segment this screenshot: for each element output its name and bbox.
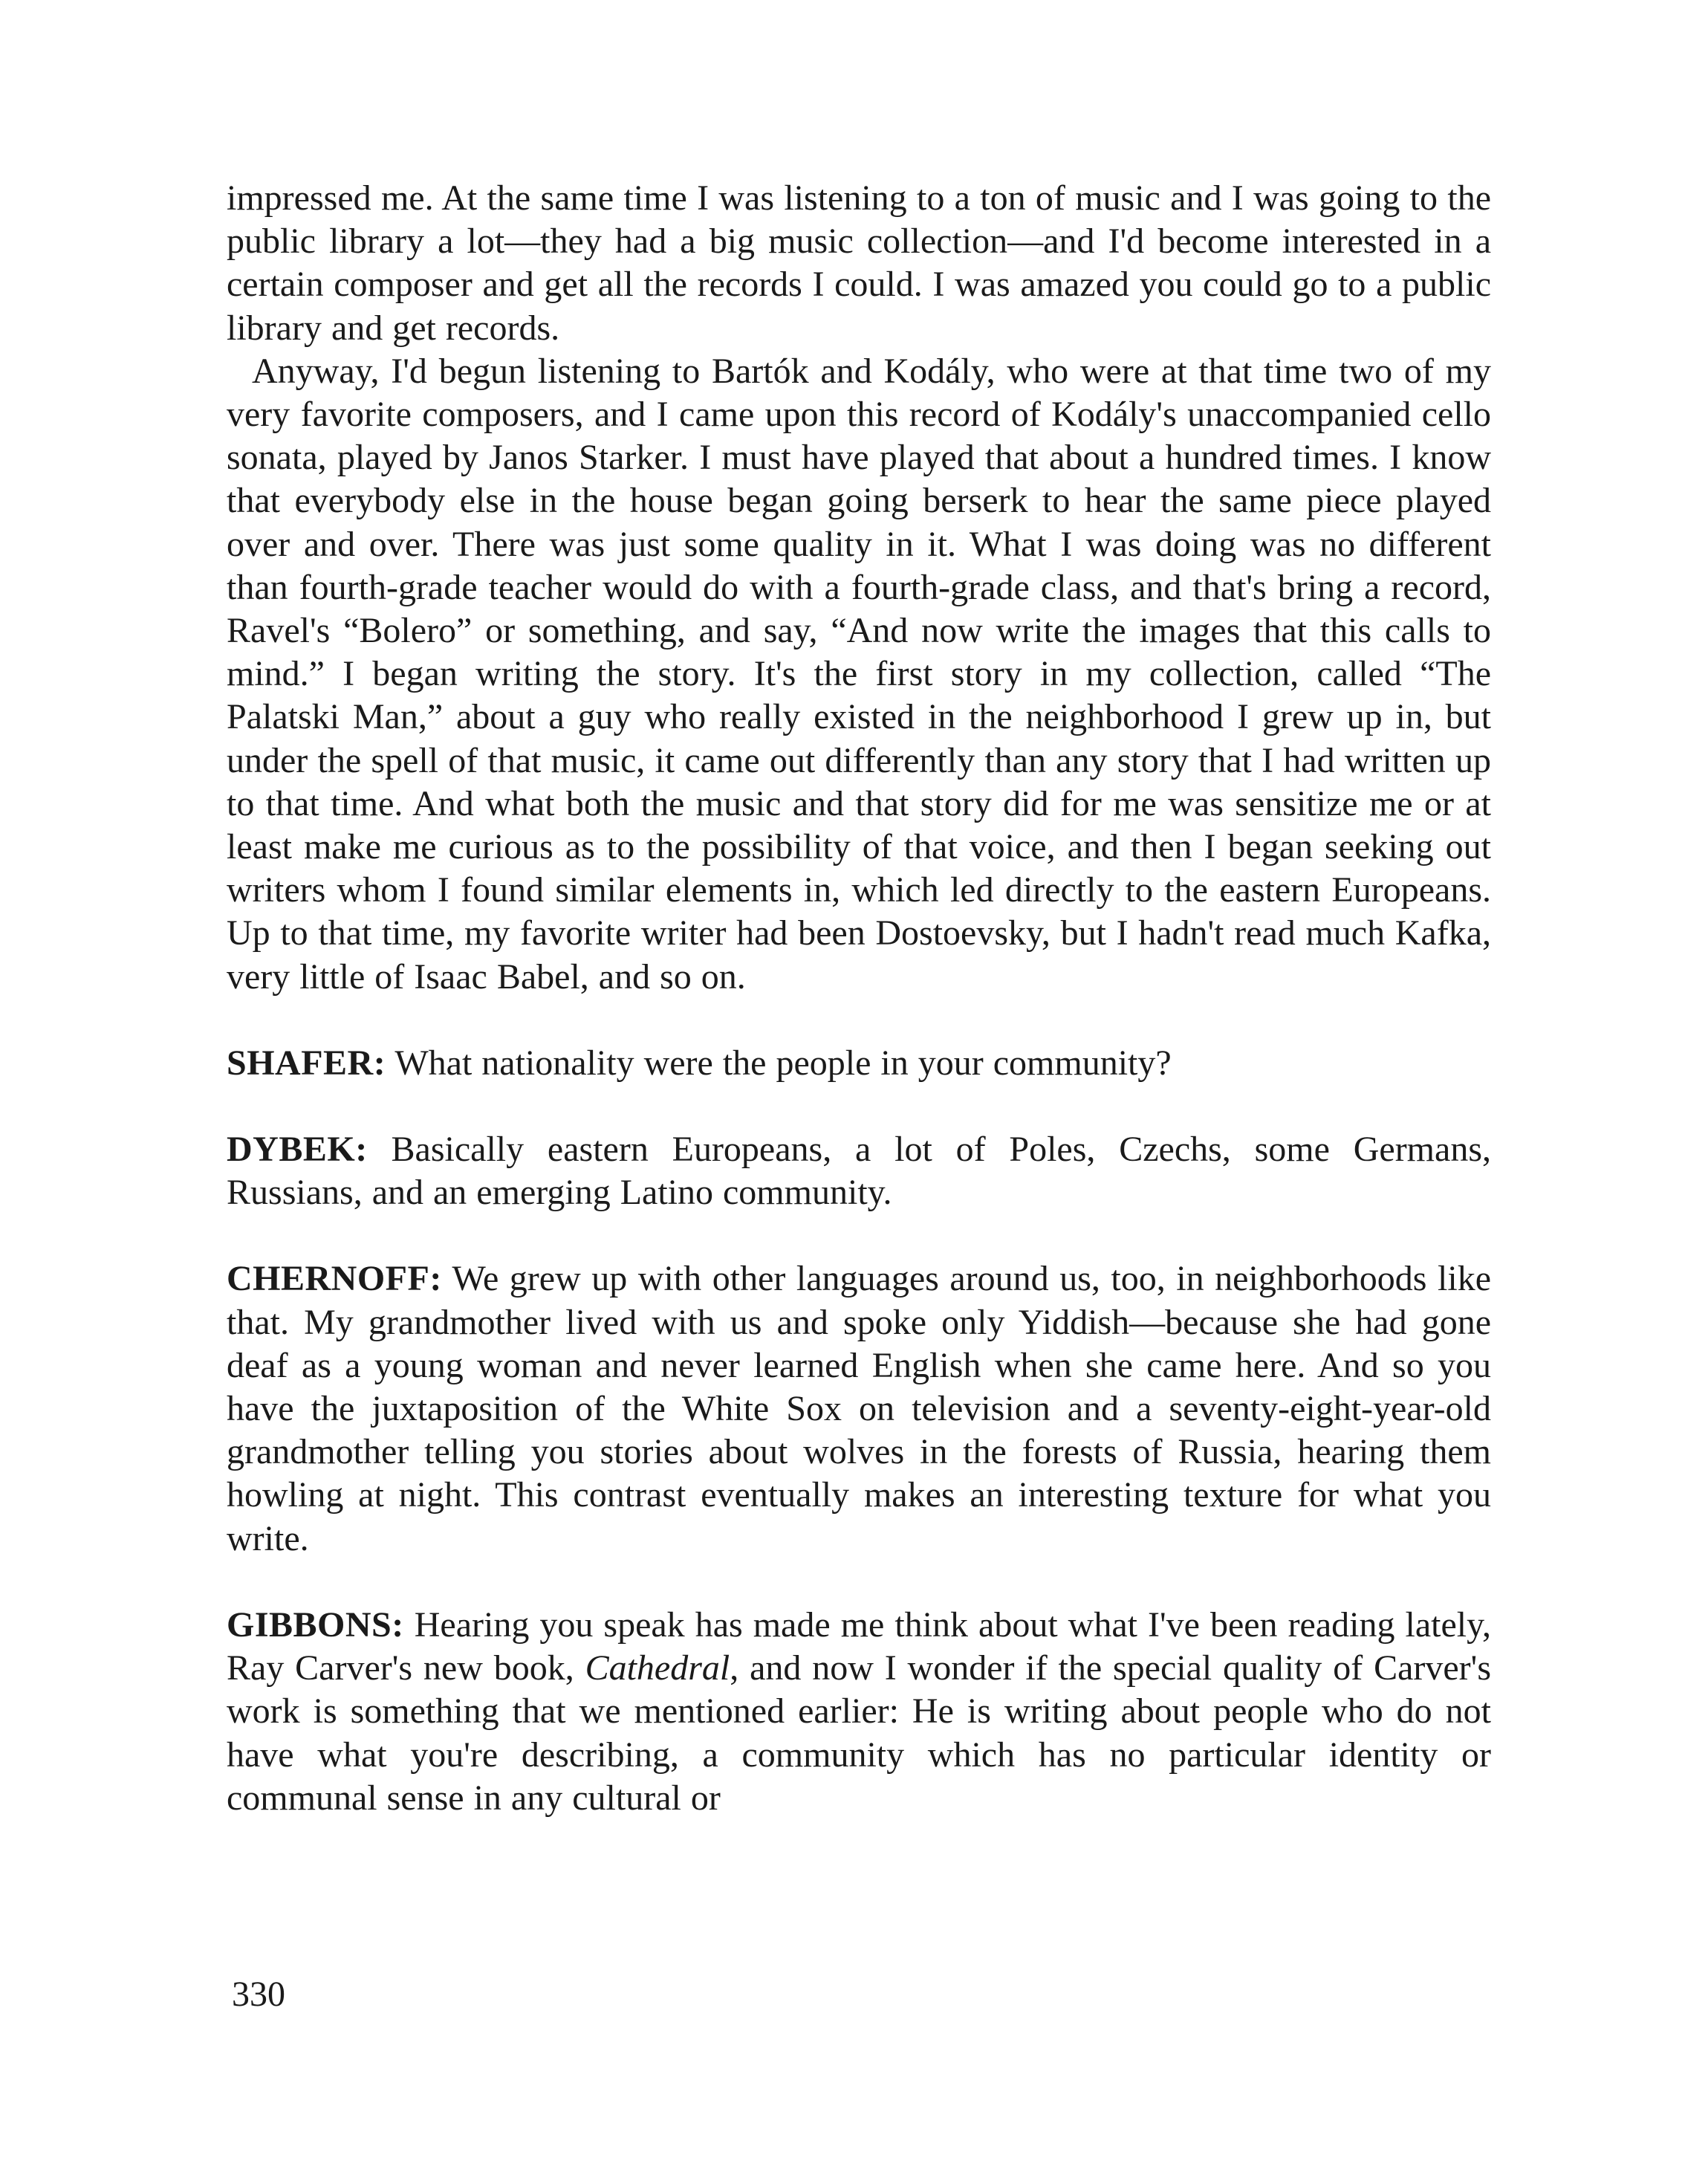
speaker-text: Basically eastern Europeans, a lot of Poles, Czechs, some Germans, Russians, and an emerging Latino community.: [227, 1130, 1492, 1213]
speaker-name: SHAFER:: [227, 1043, 386, 1083]
speaker-name: DYBEK:: [227, 1130, 368, 1170]
exchange-gibbons: [227, 1604, 1491, 1820]
book-title: Cathedral: [585, 1648, 730, 1688]
exchange-dybek: [227, 1128, 1491, 1214]
page-number: 330: [232, 1975, 285, 2014]
body-paragraph: Anyway, I'd begun listening to Bartók and Kodály, who were at that time two of my very favorite composers, and I came upon this record of Kodály's unaccompanied cello sonata, played by Janos Starker. I must have played that about a hundred times. I know that everybody else in the house began going berserk to hear the same piece played over and over. There was just some quality in it. What I was doing was no different than fourth-grade teacher would do with a fourth-grade class, and that's bring a record, Ravel's “Bolero” or something, and say, “And now write the images that this calls to mind.” I began writing the story. It's the first story in my collection, called “The Palatski Man,” about a guy who really existed in the neighborhood I grew up in, but under the spell of that music, it came out differently than any story that I had written up to that time. And what both the music and that story did for me was sensitize me or at least make me curious as to the possibility of that voice, and then I began seeking out writers whom I found similar elements in, which led directly to the eastern Europeans. Up to that time, my favorite writer had been Dostoevsky, but I hadn't read much Kafka, very little of Isaac Babel, and so on.: [227, 351, 1491, 997]
continuation-paragraph: impressed me. At the same time I was listening to a ton of music and I was going to the public library a lot—they had a big music collection—and I'd become interested in a certain composer and get all the records I could. I was amazed you could go to a public library and get records.: [227, 178, 1491, 348]
exchange-shafer: [227, 1042, 1491, 1085]
speaker-name: GIBBONS:: [227, 1604, 404, 1645]
speaker-text: What nationality were the people in your community?: [394, 1043, 1172, 1083]
speaker-text-continued: , and now I wonder if the special quality of Carver's work is something that we mentioned earlier: He is writing about people who do not have what you're describing, a community which has no particular identity or communal sense in any cultural or: [227, 1648, 1491, 1818]
speaker-name: CHERNOFF:: [227, 1259, 442, 1299]
page-body: [227, 177, 1491, 1820]
speaker-text: Hearing you speak has made me think about what I've been reading lately, Ray Carver's new book,: [227, 1604, 1492, 1688]
exchange-chernoff: [227, 1257, 1491, 1560]
speaker-text: We grew up with other languages around us, too, in neighborhoods like that. My grandmother lived with us and spoke only Yiddish—because she had gone deaf as a young woman and never learned English when she came here. And so you have the juxtaposition of the White Sox on television and a seventy-eight-year-old grandmother telling you stories about wolves in the forests of Russia, hearing them howling at night. This contrast eventually makes an interesting texture for what you write.: [227, 1259, 1492, 1558]
